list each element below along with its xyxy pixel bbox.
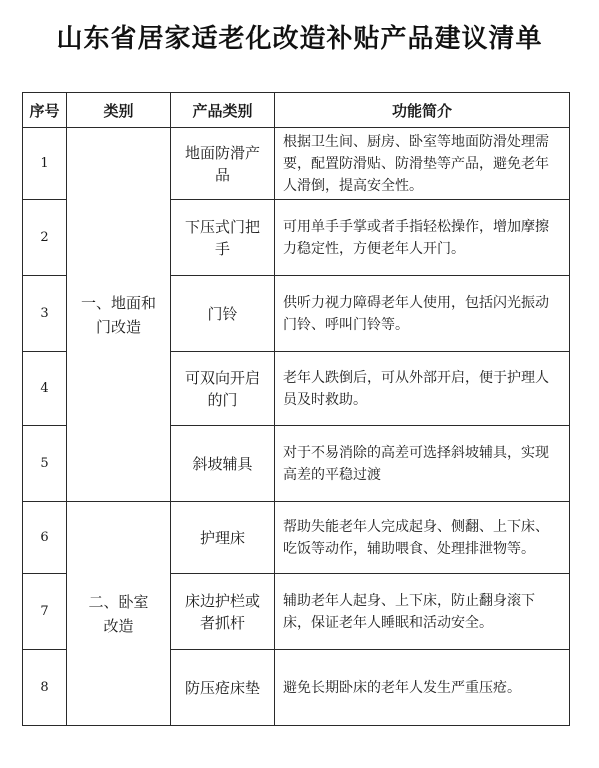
description-cell: 辅助老年人起身、上下床，防止翻身滚下床，保证老年人睡眠和活动安全。: [275, 574, 570, 650]
description-cell: 对于不易消除的高差可选择斜坡辅具，实现高差的平稳过渡: [275, 426, 570, 502]
category-label: 二、卧室改造: [88, 592, 149, 635]
row-number: 2: [23, 200, 67, 276]
category-cell: [67, 502, 171, 726]
description-cell: 帮助失能老年人完成起身、侧翻、上下床、吃饭等动作，辅助喂食、处理排泄物等。: [275, 502, 570, 574]
product-cell: 下压式门把手: [171, 200, 275, 276]
document-title: 山东省居家适老化改造补贴产品建议清单: [56, 24, 543, 54]
row-number: 5: [23, 426, 67, 502]
row-number: 8: [23, 650, 67, 726]
description-cell: 老年人跌倒后，可从外部开启，便于护理人员及时救助。: [275, 352, 570, 426]
description-cell: 供听力视力障碍老年人使用，包括闪光振动门铃、呼叫门铃等。: [275, 276, 570, 352]
header-function-summary: 功能简介: [275, 93, 570, 128]
description-cell: 可用单手手掌或者手指轻松操作，增加摩擦力稳定性，方便老年人开门。: [275, 200, 570, 276]
category-cell: [67, 128, 171, 502]
product-cell: 护理床: [171, 502, 275, 574]
product-cell: 门铃: [171, 276, 275, 352]
row-number: 4: [23, 352, 67, 426]
table-row: [23, 502, 570, 574]
product-cell: 防压疮床垫: [171, 650, 275, 726]
row-number: 7: [23, 574, 67, 650]
product-cell: 床边护栏或者抓杆: [171, 574, 275, 650]
product-list-table: [22, 92, 570, 726]
description-cell: 避免长期卧床的老年人发生严重压疮。: [275, 650, 570, 726]
table-header-row: [23, 93, 570, 128]
category-label: 一、地面和门改造: [80, 293, 156, 336]
row-number: 1: [23, 128, 67, 200]
header-category: 类别: [67, 93, 171, 128]
header-serial-number: 序号: [23, 93, 67, 128]
product-cell: 可双向开启的门: [171, 352, 275, 426]
description-cell: 根据卫生间、厨房、卧室等地面防滑处理需要，配置防滑贴、防滑垫等产品，避免老年人滑倒，提高安全性。: [275, 128, 570, 200]
row-number: 3: [23, 276, 67, 352]
header-product-category: 产品类别: [171, 93, 275, 128]
table-row: [23, 128, 570, 200]
product-cell: 斜坡辅具: [171, 426, 275, 502]
row-number: 6: [23, 502, 67, 574]
product-cell: 地面防滑产品: [171, 128, 275, 200]
